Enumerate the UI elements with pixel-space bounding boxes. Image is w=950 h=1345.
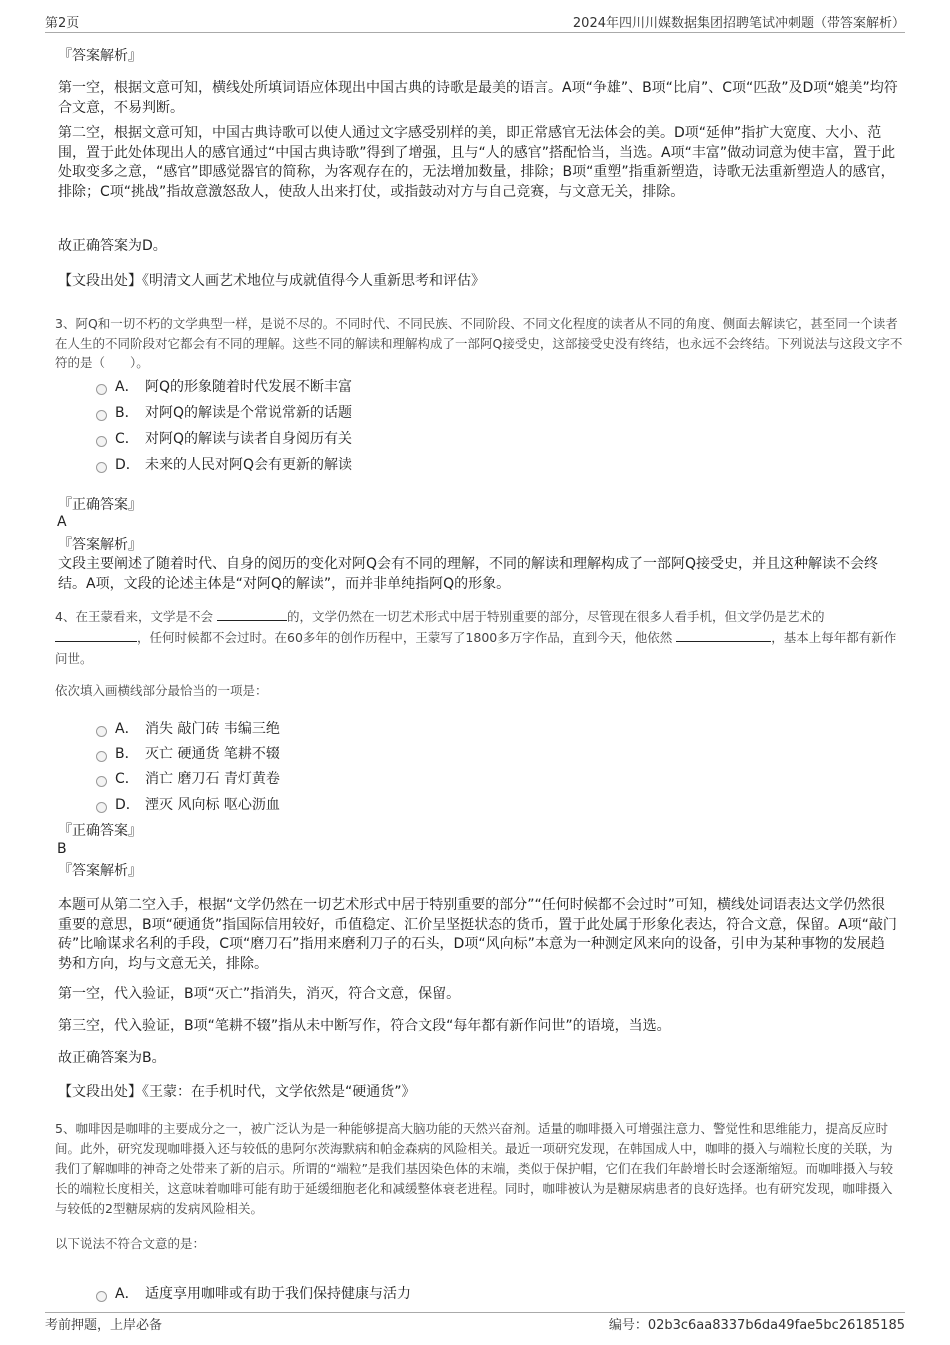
q2-analysis-para1: 第一空，根据文意可知，横线处所填词语应体现出中国古典的诗歌是最美的语言。A项“争雄”、B项“比肩”、C项“匹敌”及D项“媲美”均符合文意，不易判断。 bbox=[58, 80, 898, 116]
stem-text: ，任何时候都不会过时。在60多年的创作历程中，王蒙写了1800多万字作品，直到今天，他依然 bbox=[137, 630, 673, 645]
q4-analysis-para3: 第三空，代入验证，B项“笔耕不辍”指从未中断写作，符合文段“每年都有新作问世”的语境，当选。 bbox=[58, 1018, 671, 1034]
q4-option-c[interactable] bbox=[96, 768, 280, 788]
radio-icon[interactable] bbox=[96, 802, 107, 813]
q5-option-a[interactable] bbox=[96, 1283, 411, 1303]
option-text: 对阿Q的解读是个常说常新的话题 bbox=[145, 405, 353, 421]
q4-analysis-para2: 第一空，代入验证，B项“灭亡”指消失，消灭，符合文意，保留。 bbox=[58, 986, 461, 1002]
q3-answer: A bbox=[57, 514, 67, 530]
q4-option-d[interactable] bbox=[96, 794, 280, 814]
blank-1 bbox=[217, 608, 287, 621]
document-title: 2024年四川川媒数据集团招聘笔试冲刺题（带答案解析） bbox=[572, 16, 905, 31]
footer-divider bbox=[45, 1312, 905, 1313]
radio-icon[interactable] bbox=[96, 384, 107, 395]
q4-answer: B bbox=[57, 841, 67, 857]
option-letter: B． bbox=[115, 746, 139, 762]
option-text: 适度享用咖啡或有助于我们保持健康与活力 bbox=[145, 1286, 411, 1302]
q3-option-b[interactable] bbox=[96, 402, 352, 422]
option-letter: D． bbox=[115, 797, 140, 813]
page-number: 第2页 bbox=[45, 16, 80, 31]
header-divider bbox=[45, 32, 905, 33]
blank-3 bbox=[676, 629, 771, 642]
option-text: 消失 敲门砖 韦编三绝 bbox=[145, 721, 280, 737]
q3-option-d[interactable] bbox=[96, 454, 352, 474]
q4-source: 【文段出处】《王蒙：在手机时代，文学依然是“硬通货”》 bbox=[58, 1084, 416, 1100]
stem-text: 的，文学仍然在一切艺术形式中居于特别重要的部分，尽管现在很多人看手机，但文学仍是艺术的 bbox=[286, 609, 825, 624]
q3-analysis: 文段主要阐述了随着时代、自身的阅历的变化对阿Q会有不同的理解，不同的解读和理解构成了一部阿Q接受史，并且这种解读不会终结。A项，文段的论述主体是“对阿Q的解读”，而并非单纯指阿Q的形象。 bbox=[58, 556, 879, 592]
q4-stem bbox=[55, 606, 903, 669]
radio-icon[interactable] bbox=[96, 462, 107, 473]
stem-text: 4、在王蒙看来，文学是不会 bbox=[55, 609, 213, 624]
stem-text: ，基本上每年都有新作问世。 bbox=[55, 630, 897, 666]
option-letter: C． bbox=[115, 771, 139, 787]
option-letter: C． bbox=[115, 431, 139, 447]
q4-prompt: 依次填入画横线部分最恰当的一项是： bbox=[55, 683, 268, 698]
q4-option-b[interactable] bbox=[96, 743, 280, 763]
option-text: 灭亡 硬通货 笔耕不辍 bbox=[145, 746, 280, 762]
q3-stem: 3、阿Q和一切不朽的文学典型一样，是说不尽的。不同时代、不同民族、不同阶段、不同文化程度的读者从不同的角度、侧面去解读它，甚至同一个读者在人生的不同阶段对它都会有不同的理解。这些不同的解读和理解构成了一部阿Q接受史，这部接受史没有终结，也永远不会终结。下列说法与这段文字不符的是（ ）。 bbox=[55, 316, 903, 370]
option-text: 湮灭 风向标 呕心沥血 bbox=[145, 797, 280, 813]
radio-icon[interactable] bbox=[96, 410, 107, 421]
q3-option-a[interactable] bbox=[96, 376, 352, 396]
footer-slogan: 考前押题，上岸必备 bbox=[45, 1318, 163, 1333]
q2-analysis-para2: 第二空，根据文意可知，中国古典诗歌可以使人通过文字感受别样的美，即正常感官无法体会的美。D项“延伸”指扩大宽度、大小、范围，置于此处体现出人的感官通过“中国古典诗歌”得到了增强，且与“人的感官”搭配恰当，当选。A项“丰富”做动词意为使丰富，置于此处取变多之意，“感官”即感觉器官的简称，为客观存在的，无法增加数量，排除；B项“重塑”指重新塑造，诗歌无法重新塑造人的感官，排除；C项“挑战”指故意激怒敌人，使敌人出来打仗，或指鼓动对方与自己竞赛，与文意无关，排除。 bbox=[58, 125, 896, 200]
option-text: 对阿Q的解读与读者自身阅历有关 bbox=[145, 431, 353, 447]
document-id: 编号：02b3c6aa8337b6da49fae5bc26185185 bbox=[608, 1318, 905, 1333]
q3-analysis-label: 『答案解析』 bbox=[58, 537, 142, 553]
q3-option-c[interactable] bbox=[96, 428, 352, 448]
q5-prompt: 以下说法不符合文意的是： bbox=[55, 1236, 206, 1251]
option-letter: A． bbox=[115, 721, 139, 737]
q4-answer-label: 『正确答案』 bbox=[58, 823, 142, 839]
option-letter: A． bbox=[115, 379, 139, 395]
q5-stem: 5、咖啡因是咖啡的主要成分之一，被广泛认为是一种能够提高大脑功能的天然兴奋剂。适量的咖啡摄入可增强注意力、警觉性和思维能力，提高反应时间。此外，研究发现咖啡摄入还与较低的患阿尔茨海默病和帕金森病的风险相关。最近一项研究发现，在韩国成人中，咖啡的摄入与端粒长度的关联，为我们了解咖啡的神奇之处带来了新的启示。所谓的“端粒”是我们基因染色体的末端，类似于保护帽，它们在我们年龄增长时会逐渐缩短。而咖啡摄入与较长的端粒长度相关，这意味着咖啡可能有助于延缓细胞老化和减缓整体衰老进程。同时，咖啡被认为是糖尿病患者的良好选择。也有研究发现，咖啡摄入与较低的2型糖尿病的发病风险相关。 bbox=[55, 1121, 893, 1216]
option-text: 消亡 磨刀石 青灯黄卷 bbox=[145, 771, 280, 787]
q4-option-a[interactable] bbox=[96, 718, 280, 738]
q4-analysis-para1: 本题可从第二空入手，根据“文学仍然在一切艺术形式中居于特别重要的部分”“任何时候都不会过时”可知，横线处词语表达文学仍然很重要的意思，B项“硬通货”指国际信用较好，币值稳定、汇价呈坚挺状态的货币，置于此处属于形象化表达，符合文意，保留。A项“敲门砖”比喻谋求名利的手段，C项“磨刀石”指用来磨利刀子的石头，D项“风向标”本意为一种测定风来向的设备，引申为某种事物的发展趋势和方向，均与文意无关，排除。 bbox=[58, 897, 897, 972]
q3-answer-label: 『正确答案』 bbox=[58, 497, 142, 513]
radio-icon[interactable] bbox=[96, 1291, 107, 1302]
option-text: 未来的人民对阿Q会有更新的解读 bbox=[145, 457, 353, 473]
radio-icon[interactable] bbox=[96, 436, 107, 447]
q2-source: 【文段出处】《明清文人画艺术地位与成就值得今人重新思考和评估》 bbox=[58, 273, 485, 289]
blank-2 bbox=[55, 629, 137, 642]
radio-icon[interactable] bbox=[96, 776, 107, 787]
q2-analysis-label: 『答案解析』 bbox=[58, 48, 142, 64]
q2-conclusion: 故正确答案为D。 bbox=[58, 238, 167, 254]
radio-icon[interactable] bbox=[96, 726, 107, 737]
option-text: 阿Q的形象随着时代发展不断丰富 bbox=[145, 379, 353, 395]
q4-analysis-label: 『答案解析』 bbox=[58, 863, 142, 879]
option-letter: B． bbox=[115, 405, 139, 421]
option-letter: A． bbox=[115, 1286, 139, 1302]
option-letter: D． bbox=[115, 457, 140, 473]
q4-conclusion: 故正确答案为B。 bbox=[58, 1050, 166, 1066]
radio-icon[interactable] bbox=[96, 751, 107, 762]
